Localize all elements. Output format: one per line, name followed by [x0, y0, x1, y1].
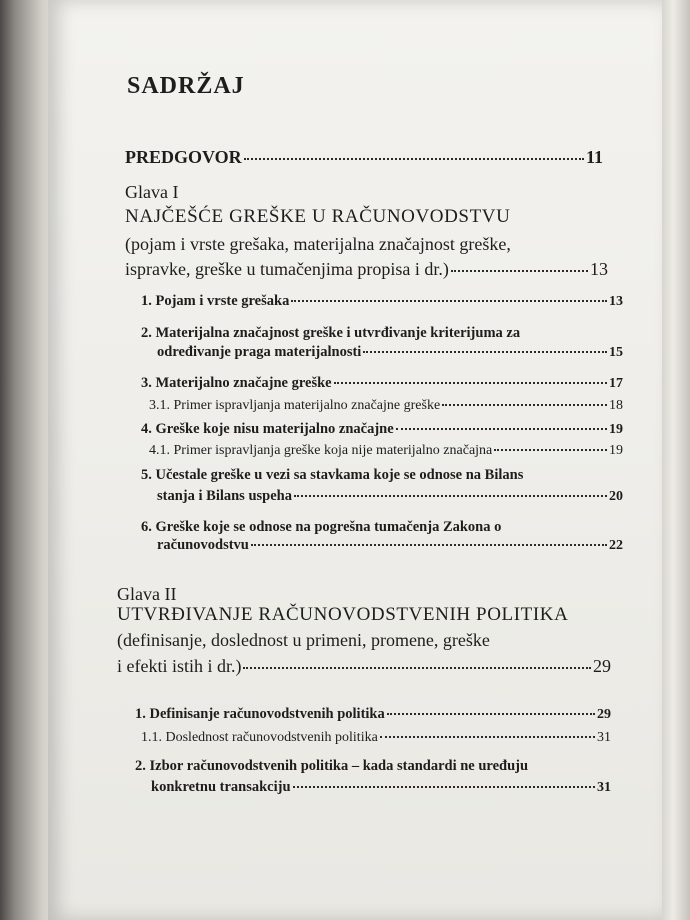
page-number: 19	[609, 422, 623, 437]
toc-subentry[interactable]	[141, 730, 611, 746]
dot-leader	[451, 270, 588, 272]
dot-leader	[291, 300, 607, 302]
dot-leader	[334, 382, 607, 384]
toc-entry-label: 1.1. Doslednost računovodstvenih politika	[141, 730, 378, 745]
toc-entry-label: 5. Učestale greške u vezi sa stavkama koje se odnose na Bilans	[141, 467, 524, 483]
toc-entry-label: 3.1. Primer ispravljanja materijalno značajne greške	[149, 398, 441, 413]
chapter-2-description: i efekti istih i dr.)	[117, 656, 242, 676]
page-number: 22	[609, 538, 623, 553]
dot-leader	[380, 736, 595, 738]
toc-entry-label: 4. Greške koje nisu materijalno značajne	[141, 421, 394, 437]
toc-entry-label: 1. Definisanje računovodstvenih politika	[135, 706, 385, 722]
toc-entry[interactable]	[135, 706, 611, 723]
page-number: 17	[609, 376, 623, 391]
toc-entry[interactable]	[141, 421, 623, 438]
dot-leader	[294, 495, 607, 497]
dot-leader	[442, 404, 607, 406]
chapter-2-title[interactable]: UTVRĐIVANJE RAČUNOVODSTVENIH POLITIKA	[117, 604, 569, 625]
toc-entry[interactable]	[157, 537, 623, 554]
facing-page-edge	[662, 0, 690, 920]
page-number: 15	[609, 345, 623, 360]
toc-entry-preface[interactable]	[125, 147, 603, 168]
toc-entry[interactable]	[157, 344, 623, 361]
page-number: 11	[585, 147, 603, 167]
chapter-2-page-row[interactable]	[117, 656, 611, 677]
page-number: 31	[597, 730, 611, 745]
page-number: 29	[597, 707, 611, 722]
dot-leader	[494, 449, 607, 451]
toc-entry-label: 4.1. Primer ispravljanja greške koja nije materijalno značajna	[149, 443, 493, 458]
chapter-1-page-row[interactable]	[125, 259, 608, 280]
chapter-1-description: (pojam i vrste grešaka, materijalna značajnost greške,	[125, 234, 511, 254]
page-number: 19	[609, 443, 623, 458]
toc-heading: SADRŽAJ	[127, 73, 245, 99]
toc-entry-label: računovodstvu	[157, 537, 249, 553]
dot-leader	[244, 158, 584, 160]
dot-leader	[396, 428, 607, 430]
chapter-1-title[interactable]: NAJČEŠĆE GREŠKE U RAČUNOVODSTVU	[125, 206, 511, 227]
toc-entry-label: određivanje praga materijalnosti	[157, 344, 362, 360]
chapter-2-description: (definisanje, doslednost u primeni, promene, greške	[117, 630, 490, 650]
chapter-1-label: Glava I	[125, 182, 179, 202]
toc-entry[interactable]	[151, 779, 611, 796]
toc-entry[interactable]	[141, 375, 623, 392]
chapter-1-description: ispravke, greške u tumačenjima propisa i dr.)	[125, 259, 449, 279]
dot-leader	[363, 351, 607, 353]
toc-entry[interactable]	[157, 488, 623, 505]
page-number: 29	[593, 656, 611, 676]
page-number: 13	[590, 259, 608, 279]
toc-entry-label: 3. Materijalno značajne greške	[141, 375, 332, 391]
page-number: 13	[609, 294, 623, 309]
toc-entry-label: stanja i Bilans uspeha	[157, 488, 292, 504]
toc-entry-label: 6. Greške koje se odnose na pogrešna tumačenja Zakona o	[141, 519, 502, 535]
dot-leader	[243, 667, 591, 669]
toc-entry-label: konkretnu transakciju	[151, 779, 291, 795]
toc-entry-label: 2. Izbor računovodstvenih politika – kada standardi ne uređuju	[135, 758, 529, 774]
dot-leader	[293, 786, 595, 788]
page-number: 20	[609, 489, 623, 504]
toc-entry-label: 2. Materijalna značajnost greške i utvrđivanje kriterijuma za	[141, 325, 521, 341]
toc-entry-label: 1. Pojam i vrste grešaka	[141, 293, 290, 309]
page-number: 31	[597, 780, 611, 795]
dot-leader	[251, 544, 607, 546]
chapter-2-label: Glava II	[117, 584, 177, 604]
toc-entry-label: PREDGOVOR	[125, 147, 242, 167]
table-of-contents	[117, 0, 623, 920]
dot-leader	[387, 713, 595, 715]
toc-subentry[interactable]	[149, 443, 623, 459]
toc-subentry[interactable]	[149, 398, 623, 414]
page-number: 18	[609, 398, 623, 413]
toc-entry[interactable]	[141, 293, 623, 310]
